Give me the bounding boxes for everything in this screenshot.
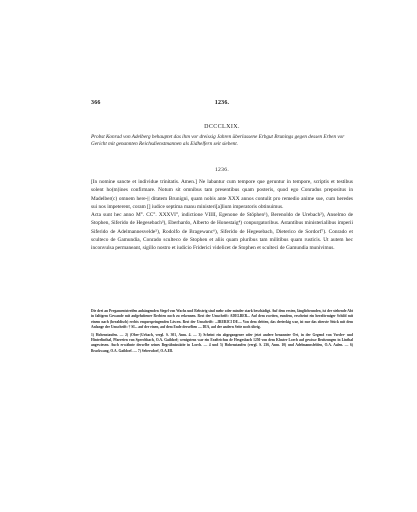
charter-paragraph: Acta sunt hec anno M°. CC°. XXXVI°, indictione VIIII, Egenone de Stöphen¹), Berenoldo de Urebach²), Anselmo de Stophen, Siferido de Hegesebach³), Eberhardo, Alberto de Honestaig⁴) conpurgatoribus. Astantibus ministerialibus imperii Siferido de Adelmannesvelde⁵), Rodolfo de Bragewanc⁶), Siferido de Hegesebach, Dieterico de Sordorf⁷). Conrado et sculteco de Gamundia, Conrado sculteco de Stophen et aliis quam pluribus tam militibus quam rusticis. Ut autem hec inconvulsa permaneant, sigillo nostro et iudicio Friderici videlicet de Stophen et sculteci de Gamundia munivimus. <box>91 212 353 252</box>
document-number: DCCCLXIX. <box>204 124 240 130</box>
charter-text <box>91 178 353 253</box>
running-year: 1236. <box>214 100 230 106</box>
document-summary: Probst Konrad von Adelberg behauptet das ihm vor dreissig Jahren überlassene Erbgut Brunings gegen dessen Erben vor Gericht mit genannten Reichsdienstmannen als Eidhelfern seit siebent. <box>91 134 345 147</box>
date-heading: 1236. <box>214 167 230 173</box>
page-number: 366 <box>91 100 101 106</box>
charter-paragraph: [In nomine sancte et individue trinitatis. Amen.] Ne labantur cum tempore que geruntur in tempore, scriptis et testibus solent ho(m)ines confirmare. Notum sit omnibus tam presentibus quam posteris, quod ego Conradus prepositus in Madelber(c) omnem here-|| ditatem Brunigni, quam nobis ante XXX annos contulit pro remedio anime sue, cum heredes sui nos impeterent, coram [] iudice septima manu ministeri[a]lium imperatoris obtinuimus. <box>91 179 353 210</box>
place-name-notes: 1) Hohenstaufen. — 2) (Ober-)Urbach, vergl. S. 301, Anm. 4. — 3) Scheint ein abgegangener oder jetzt andere benannter Ort, in der Gegend von Vorder- und Hinterlinthal, Pfarreien von Sprechbach, O.A. Gaildorf; wenigstens war ein Eraftrichus de Hesgesbach 1250 von dem Kloster Lorch auf gewisse Besitzungen in Linthal angewiesen. Auch erwähnte derselbe seines Begräbnisstätte in Lorch. — 4 und 5) Hohenstaufen (vergl. S. 236, Anm. 10) und Adelmannsfelden, O.A. Aalen. — 6) Brackwang, O.A. Gaildorf. — 7) Sebersdorf, O.A.Ell. <box>91 332 353 353</box>
seal-description-note: Die drei an Pergamentstreifen anhängenden Siegel von Wachs und Rebstrig sind mehr oder minder stark beschädigt. Auf dem ersten, länglichrunden, ist der stehende Abt in faltigem Gewande mit aufgehobener Rechten noch zu erkennen. Rest der Umschrift: ADELBER... Auf dem zweiten, rundem, erscheint ein herzförmiger Schild mit einem nach (heraldisch) rechts emporspringenden Löwen. Rest der Umschrift: ...IRERICI DE.... Von dem dritten, das dreieckig war, ist nur das oberste Stück mit dem Anfange der Umschrift: † SI... auf der einen, auf dem Ende derselben .... DIA, auf der andern Seite noch übrig. <box>91 309 353 330</box>
footnotes <box>91 309 353 356</box>
